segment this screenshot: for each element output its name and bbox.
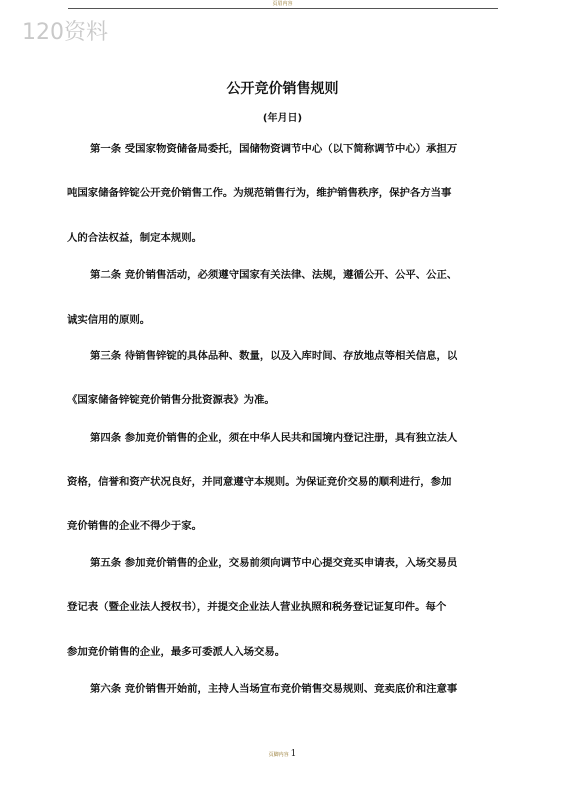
page-number: 1 xyxy=(290,749,297,759)
article-2-line-2: 诚实信用的原则。 xyxy=(67,314,151,326)
article-4-line-1: 第四条 参加竞价销售的企业，须在中华人民共和国境内登记注册，具有独立法人 xyxy=(90,432,458,444)
article-1-line-2: 吨国家储备锌锭公开竞价销售工作。为规范销售行为，维护销售秩序，保护各方当事 xyxy=(67,187,452,199)
page-footer xyxy=(0,749,565,760)
article-4-line-3: 竞价销售的企业不得少于家。 xyxy=(67,520,203,532)
article-3-line-2: 《国家储备锌锭竞价销售分批资源表》为准。 xyxy=(67,394,275,406)
footer-text: 页脚内容 xyxy=(268,752,289,758)
header-divider xyxy=(68,8,498,9)
document-title: 公开竞价销售规则 xyxy=(226,81,339,97)
article-5-line-1: 第五条 参加竞价销售的企业，交易前须向调节中心提交竞买申请表，入场交易员 xyxy=(90,557,458,569)
article-5-line-2: 登记表（暨企业法人授权书），并提交企业法人营业执照和税务登记证复印件。每个 xyxy=(67,601,447,613)
article-2-line-1: 第二条 竞价销售活动，必须遵守国家有关法律、法规，遵循公开、公平、公正、 xyxy=(90,269,458,281)
article-3-line-1: 第三条 待销售锌锭的具体品种、数量，以及入库时间、存放地点等相关信息，以 xyxy=(90,350,458,362)
article-1-line-3: 人的合法权益，制定本规则。 xyxy=(67,232,203,244)
page-header: 页眉内容 xyxy=(272,1,293,7)
article-5-line-3: 参加竞价销售的企业，最多可委派人入场交易。 xyxy=(67,646,286,658)
article-4-line-2: 资格，信誉和资产状况良好，并同意遵守本规则。为保证竞价交易的顺利进行，参加 xyxy=(67,476,452,488)
article-6-line-1: 第六条 竞价销售开始前，主持人当场宣布竞价销售交易规则、竞卖底价和注意事 xyxy=(90,683,458,695)
document-date: (年月日) xyxy=(262,113,303,124)
watermark-logo: 120资料 xyxy=(22,20,108,45)
article-1-line-1: 第一条 受国家物资储备局委托，国储物资调节中心（以下简称调节中心）承担万 xyxy=(90,143,458,155)
